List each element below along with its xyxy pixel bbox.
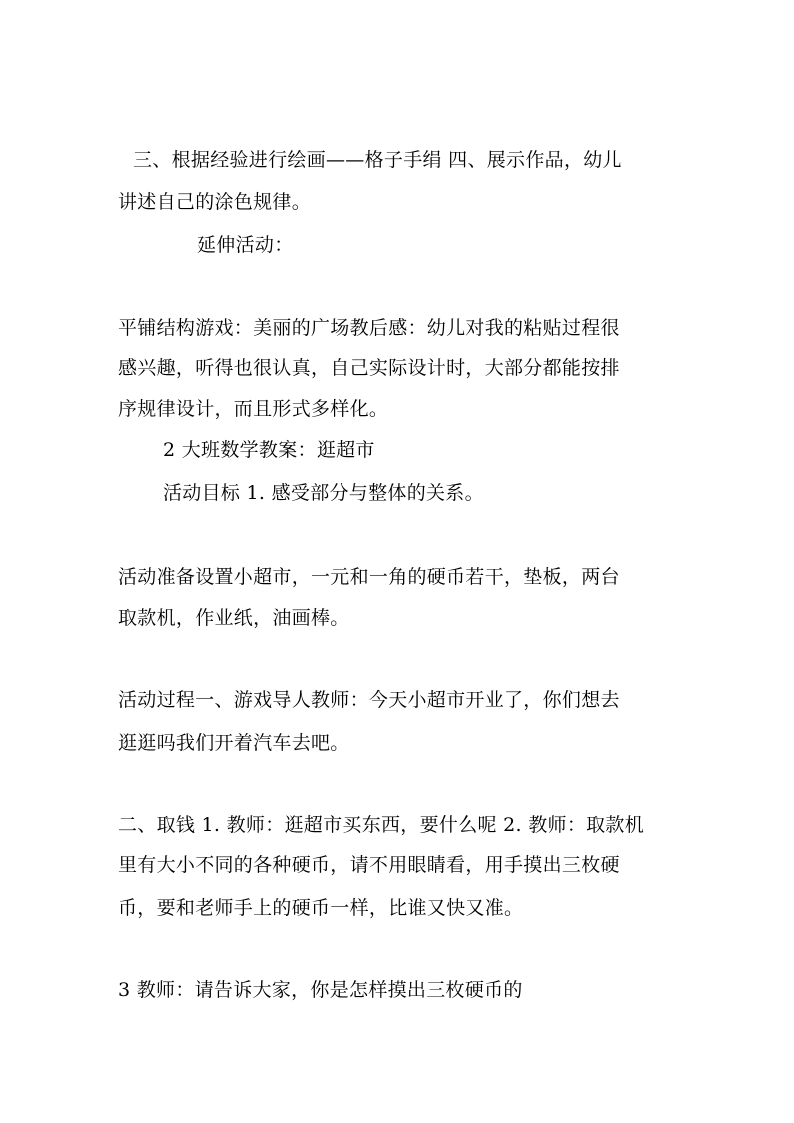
text-line: 感兴趣，听得也很认真，自己实际设计时，大部分都能按排 [118, 357, 620, 379]
text-line: 活动过程一、游戏导人教师：今天小超市开业了，你们想去 [118, 689, 620, 711]
text-line: 取款机，作业纸，油画棒。 [118, 607, 350, 629]
text-line: 2 大班数学教案：逛超市 [163, 439, 375, 461]
text-line: 活动准备设置小超市，一元和一角的硬币若干，垫板，两台 [118, 566, 620, 588]
text-line: 平铺结构游戏：美丽的广场教后感：幼儿对我的粘贴过程很 [118, 317, 620, 339]
text-line: 里有大小不同的各种硬币，请不用眼睛看，用手摸出三枚硬 [118, 854, 620, 876]
text-line: 币，要和老师手上的硬币一样，比谁又快又准。 [118, 897, 524, 919]
text-line: 讲述自己的涂色规律。 [118, 191, 312, 213]
text-line: 二、取钱 1. 教师：逛超市买东西，要什么呢 2. 教师：取款机 [118, 814, 645, 836]
text-line: 序规律设计，而且形式多样化。 [118, 398, 389, 420]
text-line: 三、根据经验进行绘画——格子手绢 四、展示作品，幼儿 [133, 149, 622, 171]
text-line: 活动目标 1. 感受部分与整体的关系。 [163, 482, 484, 504]
text-line: 3 教师：请告诉大家，你是怎样摸出三枚硬币的 [118, 979, 523, 1001]
text-line: 延伸活动： [197, 234, 294, 256]
text-line: 逛逛吗我们开着汽车去吧。 [118, 732, 350, 754]
